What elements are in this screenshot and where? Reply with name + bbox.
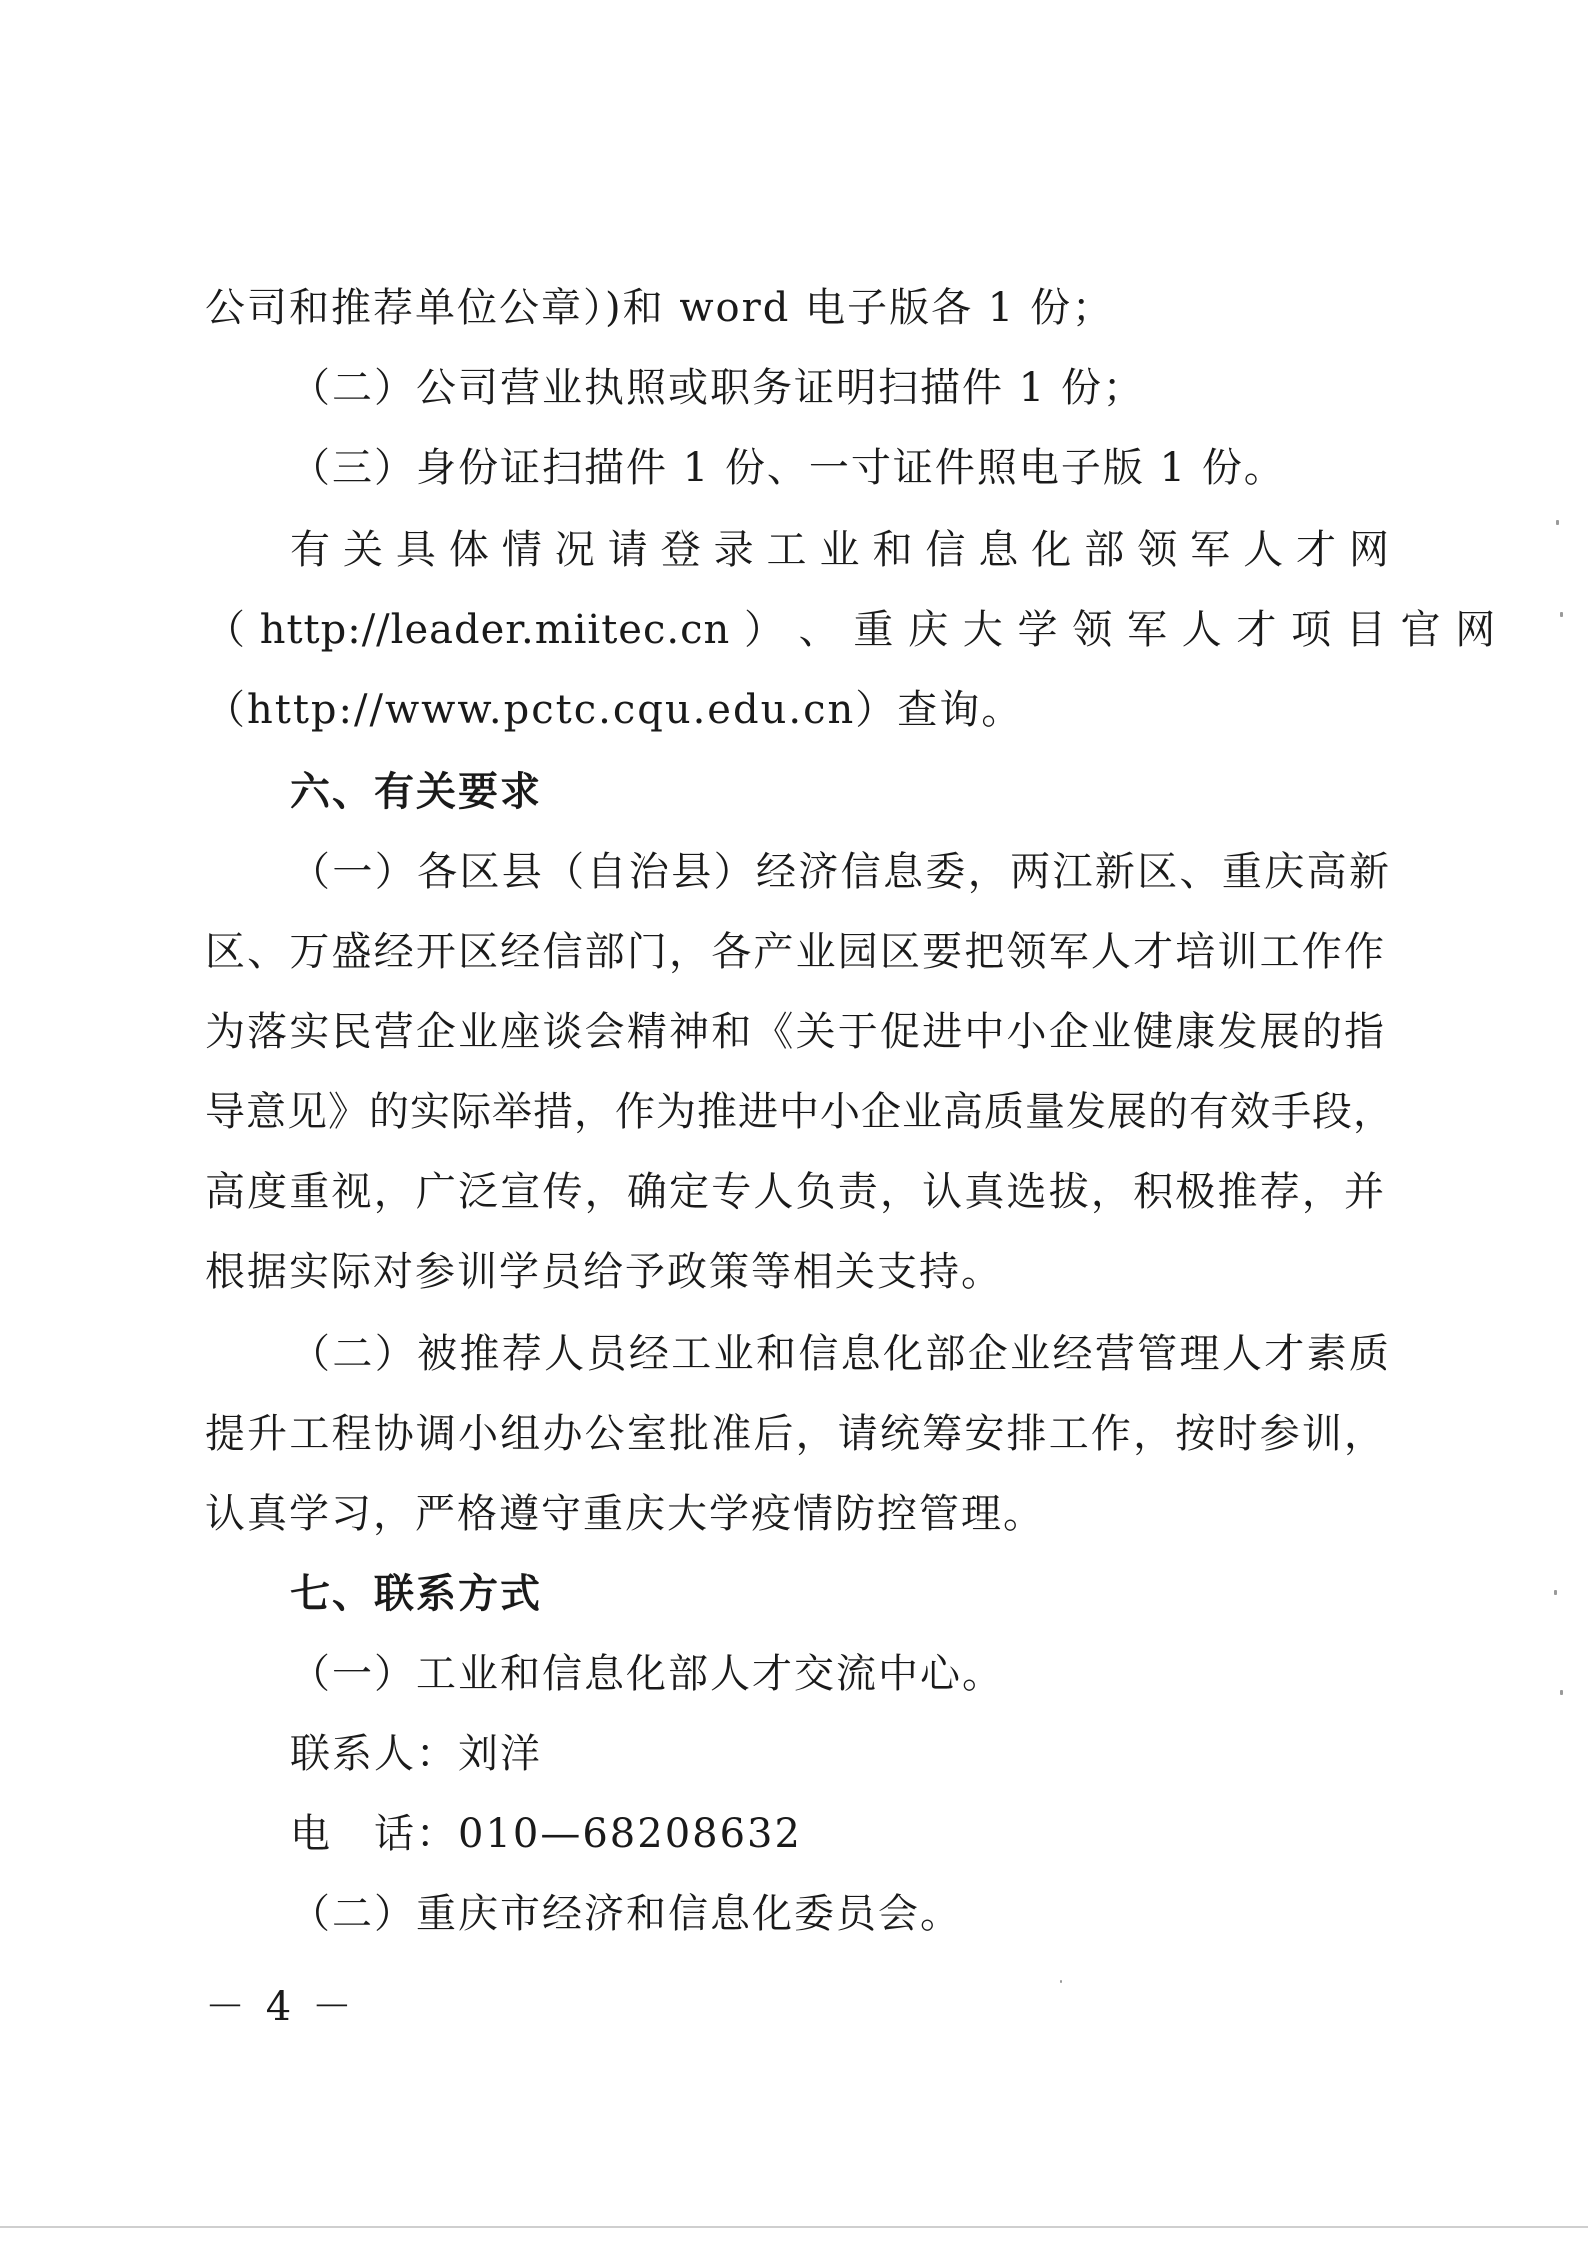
text-line-16: 认真学习，严格遵守重庆大学疫情防控管理。: [205, 1491, 1045, 1537]
scan-speck: [1060, 1980, 1062, 1983]
scan-speck: [1560, 1690, 1563, 1695]
text-line-1: 公司和推荐单位公章）)和 word 电子版各 1 份；: [205, 285, 1114, 331]
scan-speck: [1554, 1590, 1557, 1595]
text-line-2: （二）公司营业执照或职务证明扫描件 1 份；: [290, 365, 1145, 411]
text-line-8: （一）各区县（自治县）经济信息委，两江新区、重庆高新: [290, 849, 1390, 895]
contact-phone-line: 电 话：010—68208632: [290, 1811, 802, 1857]
text-line-13: 根据实际对参训学员给予政策等相关支持。: [205, 1249, 1003, 1295]
text-line-9: 区、万盛经开区经信部门，各产业园区要把领军人才培训工作作: [205, 929, 1385, 975]
text-line-5: （ http://leader.miitec.cn ） 、 重 庆 大 学 领 军 人 才 项 目 官 网: [205, 607, 1497, 653]
page-number: － 4 －: [205, 1984, 356, 2030]
text-line-21: （二）重庆市经济和信息化委员会。: [290, 1891, 962, 1937]
scan-edge-line: [0, 2226, 1588, 2228]
section-heading-7: 七、联系方式: [290, 1570, 542, 1617]
text-line-15: 提升工程协调小组办公室批准后，请统筹安排工作，按时参训，: [205, 1411, 1385, 1457]
text-line-14: （二）被推荐人员经工业和信息化部企业经营管理人才素质: [290, 1331, 1390, 1377]
contact-person-line: 联系人：刘洋: [290, 1731, 542, 1777]
text-line-10: 为落实民营企业座谈会精神和《关于促进中小企业健康发展的指: [205, 1009, 1385, 1055]
text-line-18: （一）工业和信息化部人才交流中心。: [290, 1651, 1004, 1697]
section-heading-6: 六、有关要求: [290, 768, 542, 815]
text-line-11: 导意见》的实际举措，作为推进中小企业高质量发展的有效手段，: [205, 1089, 1394, 1135]
text-line-6: （http://www.pctc.cqu.edu.cn）查询。: [205, 687, 1024, 733]
text-line-12: 高度重视，广泛宣传，确定专人负责，认真选拔，积极推荐，并: [205, 1169, 1385, 1215]
text-line-3: （三）身份证扫描件 1 份、一寸证件照电子版 1 份。: [290, 445, 1286, 491]
text-line-4: 有关具体情况请登录工业和信息化部领军人才网: [290, 527, 1390, 573]
scan-speck: [1556, 520, 1559, 525]
scan-speck: [1560, 612, 1563, 617]
